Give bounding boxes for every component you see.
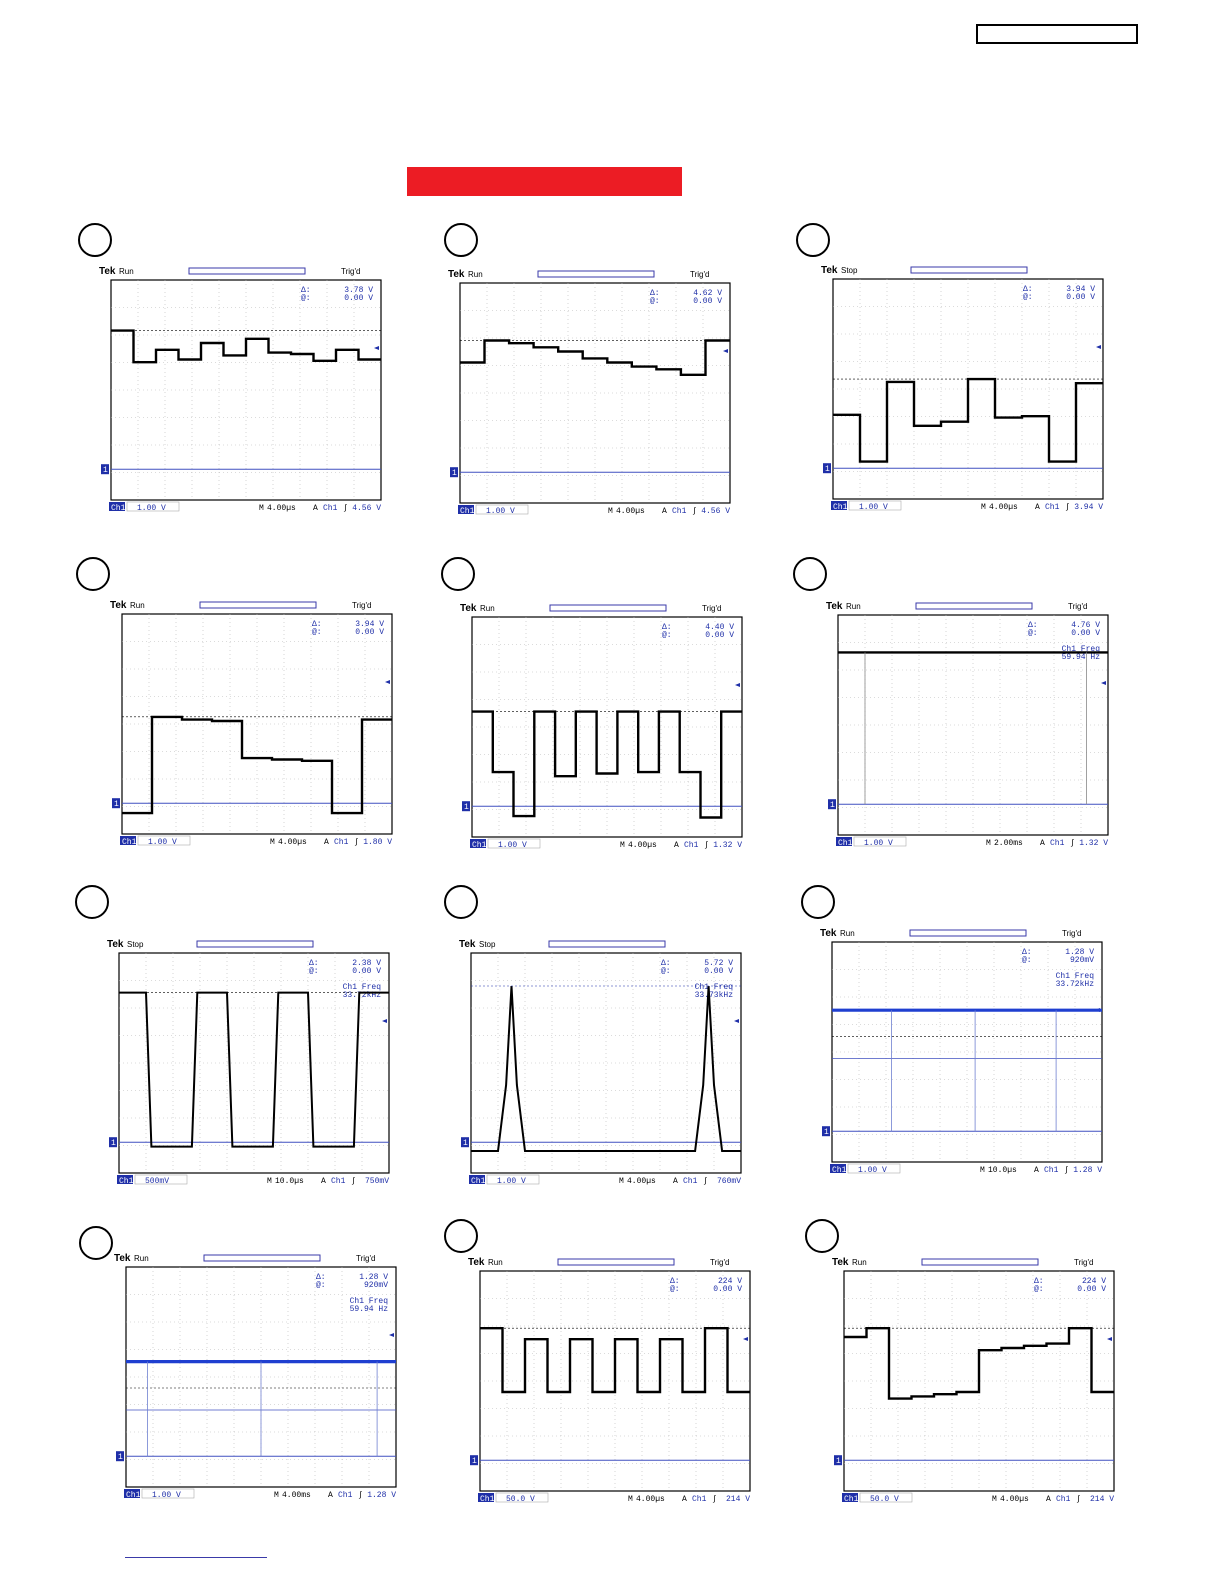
oscilloscope-screen [97,262,397,512]
trigger-slope: ∫ [1070,839,1075,847]
oscilloscope-screen [818,924,1118,1174]
trigger-slope: ∫ [1065,503,1070,511]
scope-mode: Stop [127,940,144,949]
channel-marker-label: 1 [825,465,830,475]
scope-svg [824,597,1124,847]
step-circle [805,1219,839,1253]
delta-label: Δ: [309,959,319,968]
freq-value: 33.72kHz [342,991,381,1000]
timebase: 4.00µs [989,503,1018,511]
freq-value: 59.94 Hz [1061,653,1100,662]
trigger-source: Ch1 [331,1177,346,1185]
at-label: @: [1022,956,1032,965]
at-value: 0.00 V [1077,1285,1106,1294]
trigger-source: Ch1 [1056,1495,1071,1503]
timebase: 2.00ms [994,839,1023,847]
a-prefix: A [673,1177,678,1185]
ch1-badge-label: Ch1 [480,1495,495,1503]
step-circle [441,557,475,591]
trigger-status: Trig'd [352,601,372,610]
timebase: 10.0µs [988,1166,1017,1174]
at-label: @: [1034,1285,1044,1294]
ch1-scale: 1.00 V [486,507,515,515]
freq-label: Ch1 Freq [349,1297,388,1306]
m-prefix: M [992,1495,997,1503]
m-prefix: M [986,839,991,847]
scope-mode: Run [840,929,855,938]
ch1-scale: 50.0 V [506,1495,535,1503]
step-circle [796,223,830,257]
delta-label: Δ: [650,289,660,298]
scope-brand: Tek [460,603,477,614]
timebase: 10.0µs [275,1177,304,1185]
freq-label: Ch1 Freq [342,983,381,992]
ch1-badge-label: Ch1 [833,503,848,511]
timebase: 4.00µs [278,838,307,846]
scope-mode: Run [119,267,134,276]
scope-mode: Run [488,1258,503,1267]
step-circle [78,223,112,257]
scope-brand: Tek [468,1257,485,1268]
oscilloscope-screen [457,935,757,1185]
at-label: @: [661,967,671,976]
scope-mode: Stop [479,940,496,949]
scope-svg [112,1249,412,1499]
ch1-badge-label: Ch1 [460,507,475,515]
scope-svg [466,1253,766,1503]
trigger-slope: ∫ [704,841,709,849]
trigger-status: Trig'd [1068,602,1088,611]
scope-brand: Tek [826,601,843,612]
record-bar [204,1255,320,1261]
at-value: 0.00 V [693,297,722,306]
record-bar [189,268,305,274]
trigger-status: Trig'd [1074,1258,1094,1267]
freq-label: Ch1 Freq [694,983,733,992]
a-prefix: A [328,1491,333,1499]
freq-label: Ch1 Freq [1055,972,1094,981]
at-label: @: [670,1285,680,1294]
oscilloscope-screen [112,1249,412,1499]
timebase: 4.00µs [636,1495,665,1503]
trigger-slope: ∫ [351,1177,356,1185]
m-prefix: M [981,503,986,511]
channel-marker-label: 1 [836,1457,841,1467]
channel-marker-label: 1 [472,1457,477,1467]
delta-label: Δ: [312,620,322,629]
at-value: 0.00 V [355,628,384,637]
m-prefix: M [270,838,275,846]
oscilloscope-screen [105,935,405,1185]
step-circle [444,885,478,919]
trigger-slope: ∫ [354,838,359,846]
oscilloscope-screen [819,261,1119,511]
footer-link-underline [125,1557,267,1558]
trigger-level: 1.80 V [363,838,392,846]
scope-svg [446,265,746,515]
a-prefix: A [313,504,318,512]
delta-value: 3.94 V [355,620,384,629]
scope-svg [458,599,758,849]
trigger-status: Trig'd [702,604,722,613]
delta-value: 1.28 V [359,1273,388,1282]
step-circle [801,885,835,919]
step-circle [75,885,109,919]
oscilloscope-screen [108,596,408,846]
m-prefix: M [608,507,613,515]
ch1-scale: 500mV [145,1177,170,1185]
channel-marker-label: 1 [114,800,119,810]
channel-marker-label: 1 [830,801,835,811]
step-circle [444,223,478,257]
ch1-scale: 1.00 V [152,1491,181,1499]
trigger-level: 750mV [364,1177,389,1185]
a-prefix: A [1034,1166,1039,1174]
delta-label: Δ: [301,286,311,295]
delta-value: 3.78 V [344,286,373,295]
trigger-source: Ch1 [692,1495,707,1503]
scope-brand: Tek [832,1257,849,1268]
trigger-source: Ch1 [334,838,349,846]
a-prefix: A [321,1177,326,1185]
timebase: 4.00µs [616,507,645,515]
m-prefix: M [980,1166,985,1174]
trigger-slope: ∫ [692,507,697,515]
a-prefix: A [682,1495,687,1503]
a-prefix: A [1040,839,1045,847]
scope-svg [105,935,405,1185]
at-label: @: [1023,293,1033,302]
scope-mode: Run [846,602,861,611]
at-label: @: [301,294,311,303]
timebase: 4.00µs [628,841,657,849]
trigger-slope: ∫ [703,1177,708,1185]
channel-marker-label: 1 [118,1453,123,1463]
delta-value: 4.40 V [705,623,734,632]
at-label: @: [662,631,672,640]
a-prefix: A [324,838,329,846]
trigger-status: Trig'd [690,270,710,279]
trigger-level: 1.28 V [367,1491,396,1499]
trigger-level: 214 V [1089,1495,1114,1503]
m-prefix: M [619,1177,624,1185]
ch1-badge-label: Ch1 [844,1495,859,1503]
ch1-scale: 1.00 V [858,1166,887,1174]
trigger-slope: ∫ [712,1495,717,1503]
delta-label: Δ: [1022,948,1032,957]
trigger-level: 1.28 V [1073,1166,1102,1174]
trigger-source: Ch1 [1045,503,1060,511]
scope-svg [457,935,757,1185]
ch1-badge-label: Ch1 [832,1166,847,1174]
ch1-badge-label: Ch1 [471,1177,486,1185]
m-prefix: M [628,1495,633,1503]
oscilloscope-screen [824,597,1124,847]
delta-value: 2.38 V [352,959,381,968]
timebase: 4.00µs [267,504,296,512]
trigger-status: Trig'd [1062,929,1082,938]
channel-marker-label: 1 [463,1139,468,1149]
record-bar [910,930,1026,936]
at-value: 0.00 V [704,967,733,976]
at-label: @: [316,1281,326,1290]
step-circle [793,557,827,591]
delta-label: Δ: [1028,621,1038,630]
ch1-badge-label: Ch1 [119,1177,134,1185]
m-prefix: M [620,841,625,849]
oscilloscope-screen [446,265,746,515]
a-prefix: A [1046,1495,1051,1503]
record-bar [558,1259,674,1265]
freq-value: 59.94 Hz [349,1305,388,1314]
delta-label: Δ: [662,623,672,632]
scope-mode: Run [468,270,483,279]
trigger-source: Ch1 [323,504,338,512]
scope-mode: Run [134,1254,149,1263]
scope-brand: Tek [114,1253,131,1264]
scope-brand: Tek [107,939,124,950]
ch1-scale: 1.00 V [864,839,893,847]
scope-svg [97,262,397,512]
trigger-level: 3.94 V [1074,503,1103,511]
ch1-badge-label: Ch1 [838,839,853,847]
freq-value: 33.72kHz [1055,980,1094,989]
step-circle [444,1219,478,1253]
trigger-status: Trig'd [356,1254,376,1263]
scope-svg [819,261,1119,511]
ch1-scale: 1.00 V [498,841,527,849]
delta-value: 1.28 V [1065,948,1094,957]
at-value: 0.00 V [1066,293,1095,302]
channel-marker-label: 1 [103,466,108,476]
step-circle [76,557,110,591]
at-value: 920mV [1069,956,1094,965]
scope-mode: Stop [841,266,858,275]
ch1-scale: 1.00 V [859,503,888,511]
delta-label: Δ: [1034,1277,1044,1286]
trigger-source: Ch1 [672,507,687,515]
delta-value: 224 V [1081,1277,1106,1286]
oscilloscope-screen [466,1253,766,1503]
scope-mode: Run [480,604,495,613]
timebase: 4.00ms [282,1491,311,1499]
trigger-level: 4.56 V [352,504,381,512]
trigger-level: 760mV [716,1177,741,1185]
delta-label: Δ: [316,1273,326,1282]
m-prefix: M [259,504,264,512]
delta-value: 3.94 V [1066,285,1095,294]
ch1-badge-label: Ch1 [111,504,126,512]
at-value: 0.00 V [344,294,373,303]
scope-brand: Tek [110,600,127,611]
scope-svg [108,596,408,846]
freq-label: Ch1 Freq [1061,645,1100,654]
trigger-slope: ∫ [1076,1495,1081,1503]
scope-mode: Run [130,601,145,610]
trigger-source: Ch1 [684,841,699,849]
delta-value: 4.62 V [693,289,722,298]
m-prefix: M [267,1177,272,1185]
channel-marker-label: 1 [824,1128,829,1138]
at-label: @: [650,297,660,306]
trigger-level: 4.56 V [701,507,730,515]
record-bar [922,1259,1038,1265]
ch1-badge-label: Ch1 [126,1491,141,1499]
ch1-badge-label: Ch1 [472,841,487,849]
page-id-box [976,24,1138,44]
trigger-slope: ∫ [1064,1166,1069,1174]
oscilloscope-screen [830,1253,1130,1503]
oscilloscope-screen [458,599,758,849]
trigger-source: Ch1 [683,1177,698,1185]
trigger-level: 1.32 V [713,841,742,849]
at-label: @: [309,967,319,976]
m-prefix: M [274,1491,279,1499]
trigger-slope: ∫ [358,1491,363,1499]
record-bar [916,603,1032,609]
trigger-status: Trig'd [341,267,361,276]
record-bar [538,271,654,277]
step-circle [79,1226,113,1260]
scope-svg [830,1253,1130,1503]
at-label: @: [312,628,322,637]
a-prefix: A [662,507,667,515]
trigger-level: 214 V [725,1495,750,1503]
a-prefix: A [1035,503,1040,511]
channel-marker-label: 1 [452,469,457,479]
section-banner [407,167,682,196]
trigger-slope: ∫ [343,504,348,512]
record-bar [197,941,313,947]
ch1-badge-label: Ch1 [122,838,137,846]
scope-brand: Tek [99,266,116,277]
channel-marker-label: 1 [111,1139,116,1149]
record-bar [549,941,665,947]
a-prefix: A [674,841,679,849]
delta-value: 4.76 V [1071,621,1100,630]
scope-brand: Tek [821,265,838,276]
freq-value: 33.73kHz [694,991,733,1000]
scope-brand: Tek [459,939,476,950]
record-bar [911,267,1027,273]
scope-svg [818,924,1118,1174]
ch1-scale: 1.00 V [497,1177,526,1185]
delta-label: Δ: [661,959,671,968]
scope-brand: Tek [448,269,465,280]
trigger-status: Trig'd [710,1258,730,1267]
at-value: 0.00 V [713,1285,742,1294]
timebase: 4.00µs [627,1177,656,1185]
channel-marker-label: 1 [464,803,469,813]
at-value: 0.00 V [1071,629,1100,638]
trigger-source: Ch1 [1044,1166,1059,1174]
scope-mode: Run [852,1258,867,1267]
record-bar [200,602,316,608]
trigger-level: 1.32 V [1079,839,1108,847]
ch1-scale: 50.0 V [870,1495,899,1503]
record-bar [550,605,666,611]
at-label: @: [1028,629,1038,638]
trigger-source: Ch1 [338,1491,353,1499]
at-value: 0.00 V [705,631,734,640]
timebase: 4.00µs [1000,1495,1029,1503]
delta-value: 224 V [717,1277,742,1286]
at-value: 920mV [363,1281,388,1290]
delta-value: 5.72 V [704,959,733,968]
trigger-source: Ch1 [1050,839,1065,847]
delta-label: Δ: [1023,285,1033,294]
ch1-scale: 1.00 V [137,504,166,512]
scope-brand: Tek [820,928,837,939]
delta-label: Δ: [670,1277,680,1286]
at-value: 0.00 V [352,967,381,976]
ch1-scale: 1.00 V [148,838,177,846]
